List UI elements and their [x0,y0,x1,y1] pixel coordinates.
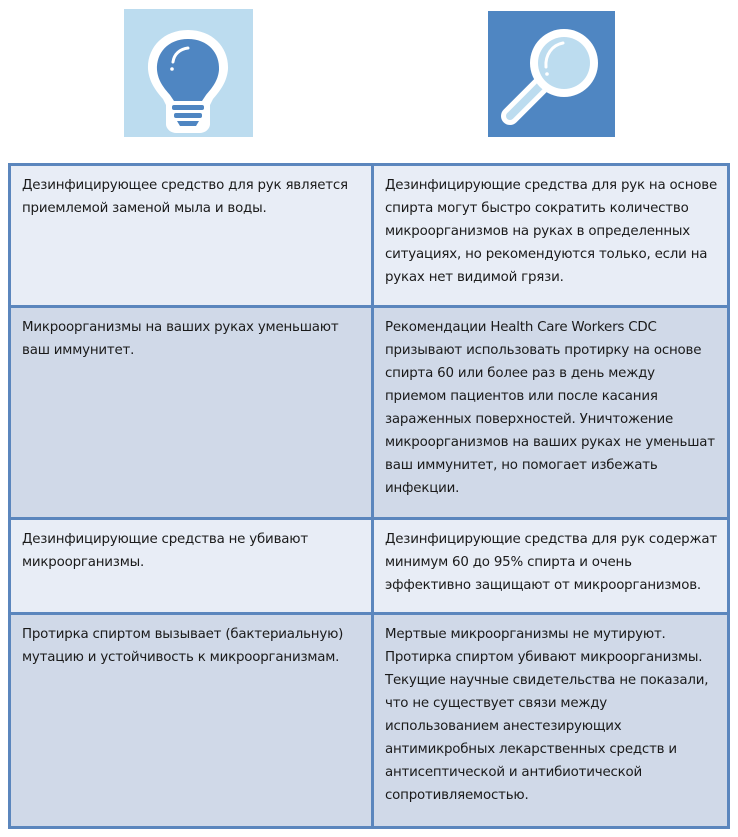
table-row [10,307,729,519]
myth-cell: Протирка спиртом вызывает (бактериальную) мутацию и устойчивость к микроорганизмам. [10,614,373,828]
myth-header-icon [124,9,253,137]
lightbulb-icon [124,9,253,137]
fact-header-icon [488,11,615,137]
magnifier-icon [488,11,615,137]
fact-cell: Дезинфицирующие средства для рук содержат минимум 60 до 95% спирта и очень эффективно защищают от микроорганизмов. [373,519,729,614]
myth-fact-table [8,163,730,829]
table-row [10,165,729,307]
fact-cell: Мертвые микроорганизмы не мутируют. Протирка спиртом убивают микроорганизмы. Текущие научные свидетельства не показали, что не существует связи между использованием анестезирующих антимикробных лекарственных средств и антисептической и антибиотической сопротивляемостью. [373,614,729,828]
table-row [10,614,729,828]
myth-cell: Дезинфицирующие средства не убивают микроорганизмы. [10,519,373,614]
myth-cell: Дезинфицирующее средство для рук является приемлемой заменой мыла и воды. [10,165,373,307]
table-row [10,519,729,614]
fact-cell: Рекомендации Health Care Workers CDC призывают использовать протирку на основе спирта 60 или более раз в день между приемом пациентов или после касания зараженных поверхностей. Уничтожение микроорганизмов на ваших руках не уменьшат ваш иммунитет, но помогает избежать инфекции. [373,307,729,519]
myth-cell: Микроорганизмы на ваших руках уменьшают ваш иммунитет. [10,307,373,519]
fact-cell: Дезинфицирующие средства для рук на основе спирта могут быстро сократить количество микроорганизмов на руках в определенных ситуациях, но рекомендуются только, если на руках нет видимой грязи. [373,165,729,307]
